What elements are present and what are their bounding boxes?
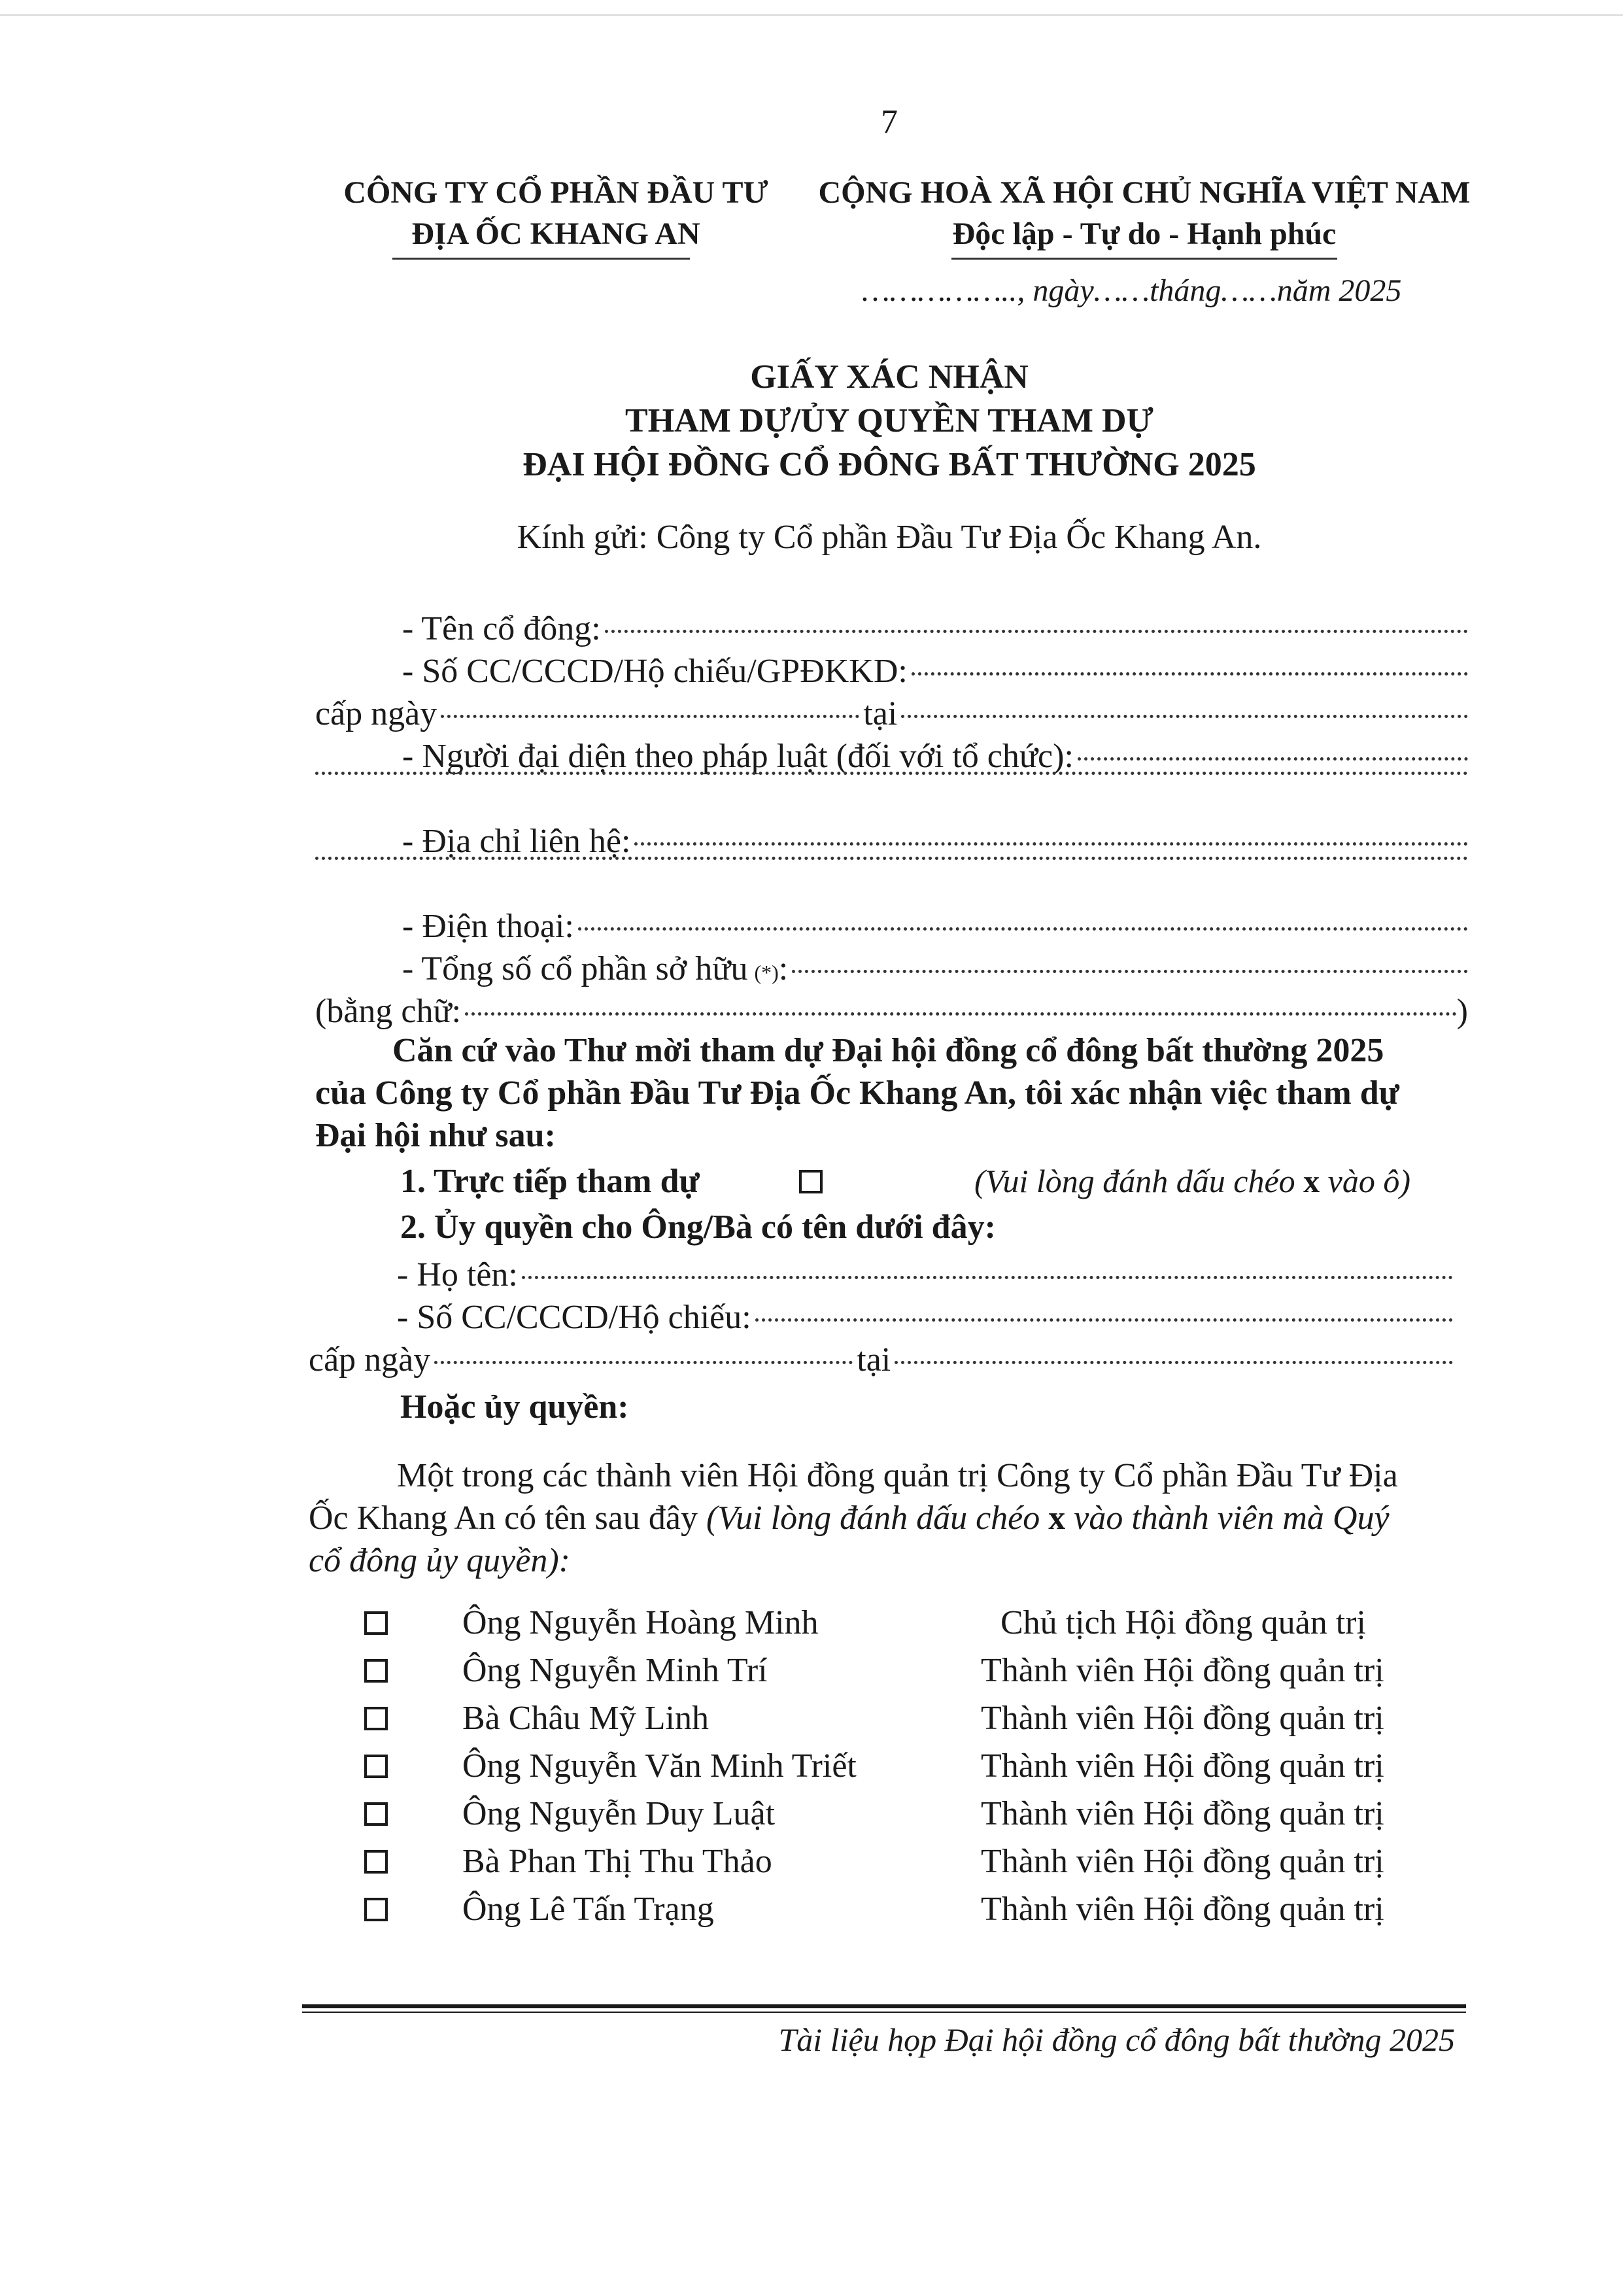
date-line: …………….., ngày……tháng……năm 2025: [862, 273, 1402, 308]
para-line2-b: (Vui lòng đánh dấu chéo: [706, 1499, 1040, 1537]
member-name-4: Ông Nguyễn Văn Minh Triết: [462, 1747, 857, 1785]
member-checkbox-1[interactable]: [364, 1611, 388, 1635]
in-words-close: ): [1456, 993, 1468, 1030]
company-name-line2: ĐỊA ỐC KHANG AN: [411, 216, 700, 251]
total-shares-label: - Tổng số cổ phần sở hữu: [402, 950, 748, 987]
proxy-name-field[interactable]: [397, 1254, 1453, 1296]
shareholder-name-blank[interactable]: [605, 630, 1468, 633]
option-proxy-label: 2. Ủy quyền cho Ông/Bà có tên dưới đây:: [400, 1208, 996, 1246]
proxy-issue-place-blank[interactable]: [895, 1361, 1453, 1364]
footer-rule-thick: [302, 2004, 1466, 2008]
proxy-id-blank[interactable]: [755, 1318, 1453, 1322]
issue-place-blank[interactable]: [901, 715, 1468, 718]
footer-rule-thin: [302, 2012, 1466, 2013]
member-role-7: Thành viên Hội đồng quản trị: [981, 1891, 1384, 1928]
proxy-name-blank[interactable]: [522, 1276, 1453, 1279]
title-line2: THAM DỰ/ỦY QUYỀN THAM DỰ: [625, 402, 1153, 439]
member-checkbox-6[interactable]: [364, 1850, 388, 1874]
basis-line2: của Công ty Cổ phần Đầu Tư Địa Ốc Khang An, tôi xác nhận việc tham dự: [315, 1074, 1399, 1112]
member-name-1: Ông Nguyễn Hoàng Minh: [462, 1604, 819, 1641]
legal-rep-label: - Người đại diện theo pháp luật (đối với tổ chức):: [402, 738, 1074, 775]
nation-underline: [951, 258, 1337, 260]
page-number: 7: [881, 103, 898, 141]
option-direct-attend-note: [974, 1161, 1410, 1201]
or-proxy-para-line1: Một trong các thành viên Hội đồng quản trị Công ty Cổ phần Đầu Tư Địa: [397, 1457, 1398, 1494]
proxy-id-label: - Số CC/CCCD/Hộ chiếu:: [397, 1299, 751, 1336]
para-line2-x: x: [1048, 1499, 1066, 1537]
company-underline: [392, 258, 690, 260]
proxy-issue-field[interactable]: [309, 1339, 1453, 1381]
proxy-id-field[interactable]: [397, 1297, 1453, 1339]
title-line1: GIẤY XÁC NHẬN: [750, 358, 1029, 396]
total-shares-colon: :: [778, 950, 789, 987]
basis-line3: Đại hội như sau:: [315, 1117, 556, 1154]
shareholder-name-field[interactable]: [402, 608, 1468, 650]
id-number-field[interactable]: [402, 651, 1468, 693]
phone-field[interactable]: [402, 906, 1468, 948]
nation-motto-line1: CỘNG HOÀ XÃ HỘI CHỦ NGHĨA VIỆT NAM: [818, 175, 1471, 210]
id-number-label: - Số CC/CCCD/Hộ chiếu/GPĐKKD:: [402, 653, 908, 690]
basis-line1: Căn cứ vào Thư mời tham dự Đại hội đồng cổ đông bất thường 2025: [392, 1032, 1384, 1069]
member-role-1: Chủ tịch Hội đồng quản trị: [1000, 1604, 1366, 1641]
salutation: Kính gửi: Công ty Cổ phần Đầu Tư Địa Ốc Khang An.: [517, 519, 1262, 556]
note-text-b: vào ô): [1327, 1163, 1410, 1199]
address-label: - Địa chỉ liên hệ:: [402, 823, 631, 860]
proxy-issue-date-blank[interactable]: [434, 1361, 853, 1364]
in-words-blank[interactable]: [465, 1012, 1457, 1016]
address-blank-2[interactable]: [315, 857, 1468, 860]
member-role-5: Thành viên Hội đồng quản trị: [981, 1795, 1384, 1832]
member-checkbox-3[interactable]: [364, 1707, 388, 1730]
issue-date-blank[interactable]: [441, 715, 859, 718]
member-name-2: Ông Nguyễn Minh Trí: [462, 1652, 768, 1689]
or-proxy-para-line2: [309, 1498, 1390, 1539]
note-text-a: (Vui lòng đánh dấu chéo: [974, 1163, 1295, 1199]
issue-field[interactable]: [315, 693, 1468, 735]
company-name-line1: CÔNG TY CỔ PHẦN ĐẦU TƯ: [343, 175, 768, 210]
para-line2-a: Ốc Khang An có tên sau đây: [309, 1499, 698, 1537]
proxy-issue-date-label: cấp ngày: [309, 1341, 431, 1379]
member-checkbox-5[interactable]: [364, 1802, 388, 1826]
or-proxy-label: Hoặc ủy quyền:: [400, 1388, 629, 1426]
or-proxy-para-line3: cổ đông ủy quyền):: [309, 1542, 570, 1579]
member-role-2: Thành viên Hội đồng quản trị: [981, 1652, 1384, 1689]
member-checkbox-4[interactable]: [364, 1755, 388, 1778]
in-words-field[interactable]: [315, 991, 1468, 1033]
para-line2-c: vào thành viên mà Quý: [1074, 1499, 1390, 1537]
title-line3: ĐẠI HỘI ĐỒNG CỔ ĐÔNG BẤT THƯỜNG 2025: [522, 446, 1256, 483]
member-name-5: Ông Nguyễn Duy Luật: [462, 1795, 776, 1832]
issue-date-label: cấp ngày: [315, 695, 437, 732]
member-name-3: Bà Châu Mỹ Linh: [462, 1700, 709, 1737]
in-words-label: (bằng chữ:: [315, 993, 462, 1030]
member-role-4: Thành viên Hội đồng quản trị: [981, 1747, 1384, 1785]
member-name-6: Bà Phan Thị Thu Thảo: [462, 1843, 772, 1880]
issue-place-label: tại: [863, 695, 898, 732]
member-role-3: Thành viên Hội đồng quản trị: [981, 1700, 1384, 1737]
phone-label: - Điện thoại:: [402, 908, 574, 945]
legal-rep-blank-2[interactable]: [315, 772, 1468, 775]
address-continuation[interactable]: [315, 863, 1468, 866]
footer-text: Tài liệu họp Đại hội đồng cổ đông bất thường 2025: [778, 2021, 1455, 2058]
legal-rep-blank[interactable]: [1078, 757, 1468, 761]
member-name-7: Ông Lê Tấn Trạng: [462, 1891, 714, 1928]
proxy-name-label: - Họ tên:: [397, 1256, 518, 1294]
member-checkbox-7[interactable]: [364, 1898, 388, 1921]
id-number-blank[interactable]: [912, 672, 1468, 676]
shareholder-name-label: - Tên cổ đông:: [402, 610, 601, 647]
member-role-6: Thành viên Hội đồng quản trị: [981, 1843, 1384, 1880]
nation-motto-line2: Độc lập - Tự do - Hạnh phúc: [952, 216, 1337, 251]
total-shares-field[interactable]: - Tổng số cổ phần sở hữu (*) :: [402, 948, 1468, 990]
phone-blank[interactable]: [578, 927, 1468, 931]
option-direct-attend-label: 1. Trực tiếp tham dự: [400, 1163, 700, 1200]
member-checkbox-2[interactable]: [364, 1659, 388, 1683]
legal-rep-continuation[interactable]: [315, 778, 1468, 781]
total-shares-blank[interactable]: [792, 970, 1468, 973]
address-blank[interactable]: [634, 842, 1468, 846]
note-x: x: [1303, 1163, 1320, 1199]
direct-attend-checkbox[interactable]: [799, 1170, 823, 1193]
scan-top-edge: [0, 14, 1623, 16]
proxy-issue-place-label: tại: [857, 1341, 891, 1379]
